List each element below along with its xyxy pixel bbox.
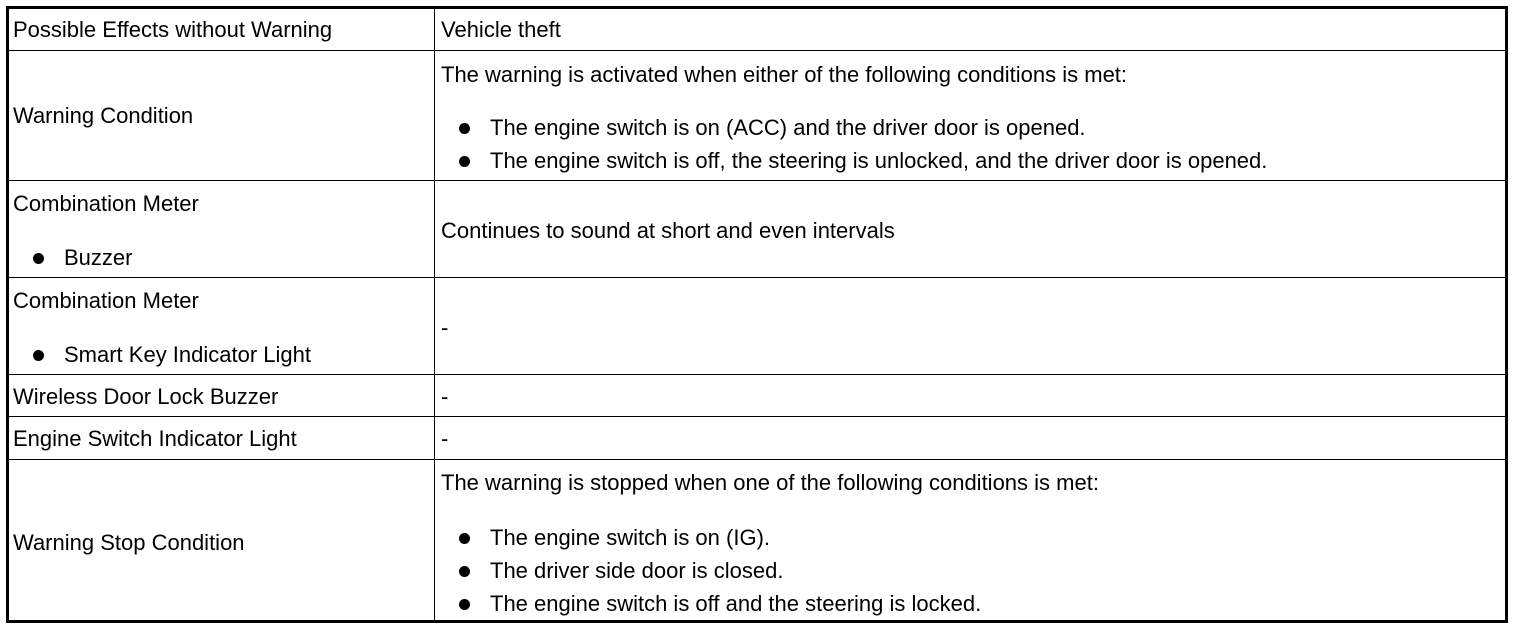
list-item-text: The engine switch is off, the steering is unlocked, and the driver door is opened. [490,148,1268,173]
table-row [9,9,1505,51]
list-item-text: Buzzer [64,245,133,270]
row-label: Possible Effects without Warning [13,17,333,42]
row-value-cell [435,375,1505,416]
table-row [9,278,1505,375]
table-row [9,417,1505,460]
warning-table [6,6,1508,623]
row-label: Engine Switch Indicator Light [13,426,297,451]
row-value-cell [435,460,1505,620]
row-label-cell [9,460,435,620]
row-value-cell [435,181,1505,277]
list-item [459,115,1086,141]
list-item [33,245,132,271]
row-value-cell [435,51,1505,180]
bullet-icon [459,533,470,544]
row-value: - [441,315,449,340]
bullet-icon [459,123,470,134]
row-label: Warning Stop Condition [13,530,245,555]
list-item-text: The engine switch is on (IG). [490,525,771,550]
row-value-cell [435,9,1505,50]
bullet-icon [459,156,470,167]
row-value: - [441,426,449,451]
row-value-cell [435,417,1505,459]
bullet-icon [33,253,44,264]
list-item-text: The engine switch is off and the steering is locked. [490,591,982,616]
row-value: Vehicle theft [441,17,561,42]
condition-intro: The warning is stopped when one of the following conditions is met: [441,470,1099,495]
list-item-text: The driver side door is closed. [490,558,784,583]
list-item-text: Smart Key Indicator Light [64,342,312,367]
list-item [459,148,1267,174]
row-label: Wireless Door Lock Buzzer [13,384,279,409]
bullet-icon [459,566,470,577]
list-item-text: The engine switch is on (ACC) and the driver door is opened. [490,115,1086,140]
table-row [9,460,1505,620]
row-label: Warning Condition [13,103,194,128]
row-label: Combination Meter [13,288,199,313]
table-row [9,51,1505,181]
condition-intro: The warning is activated when either of the following conditions is met: [441,62,1128,87]
table-row [9,375,1505,417]
list-item [459,525,770,551]
row-label-cell [9,51,435,180]
bullet-icon [459,599,470,610]
row-value: Continues to sound at short and even intervals [441,218,895,243]
row-label-cell [9,181,435,277]
row-label-cell [9,278,435,374]
row-label-cell [9,417,435,459]
table-row [9,181,1505,278]
row-label: Combination Meter [13,191,199,216]
row-value: - [441,384,449,409]
row-label-cell [9,375,435,416]
list-item [459,591,981,617]
list-item [459,558,783,584]
list-item [33,342,311,368]
row-value-cell [435,278,1505,374]
bullet-icon [33,350,44,361]
row-label-cell [9,9,435,50]
